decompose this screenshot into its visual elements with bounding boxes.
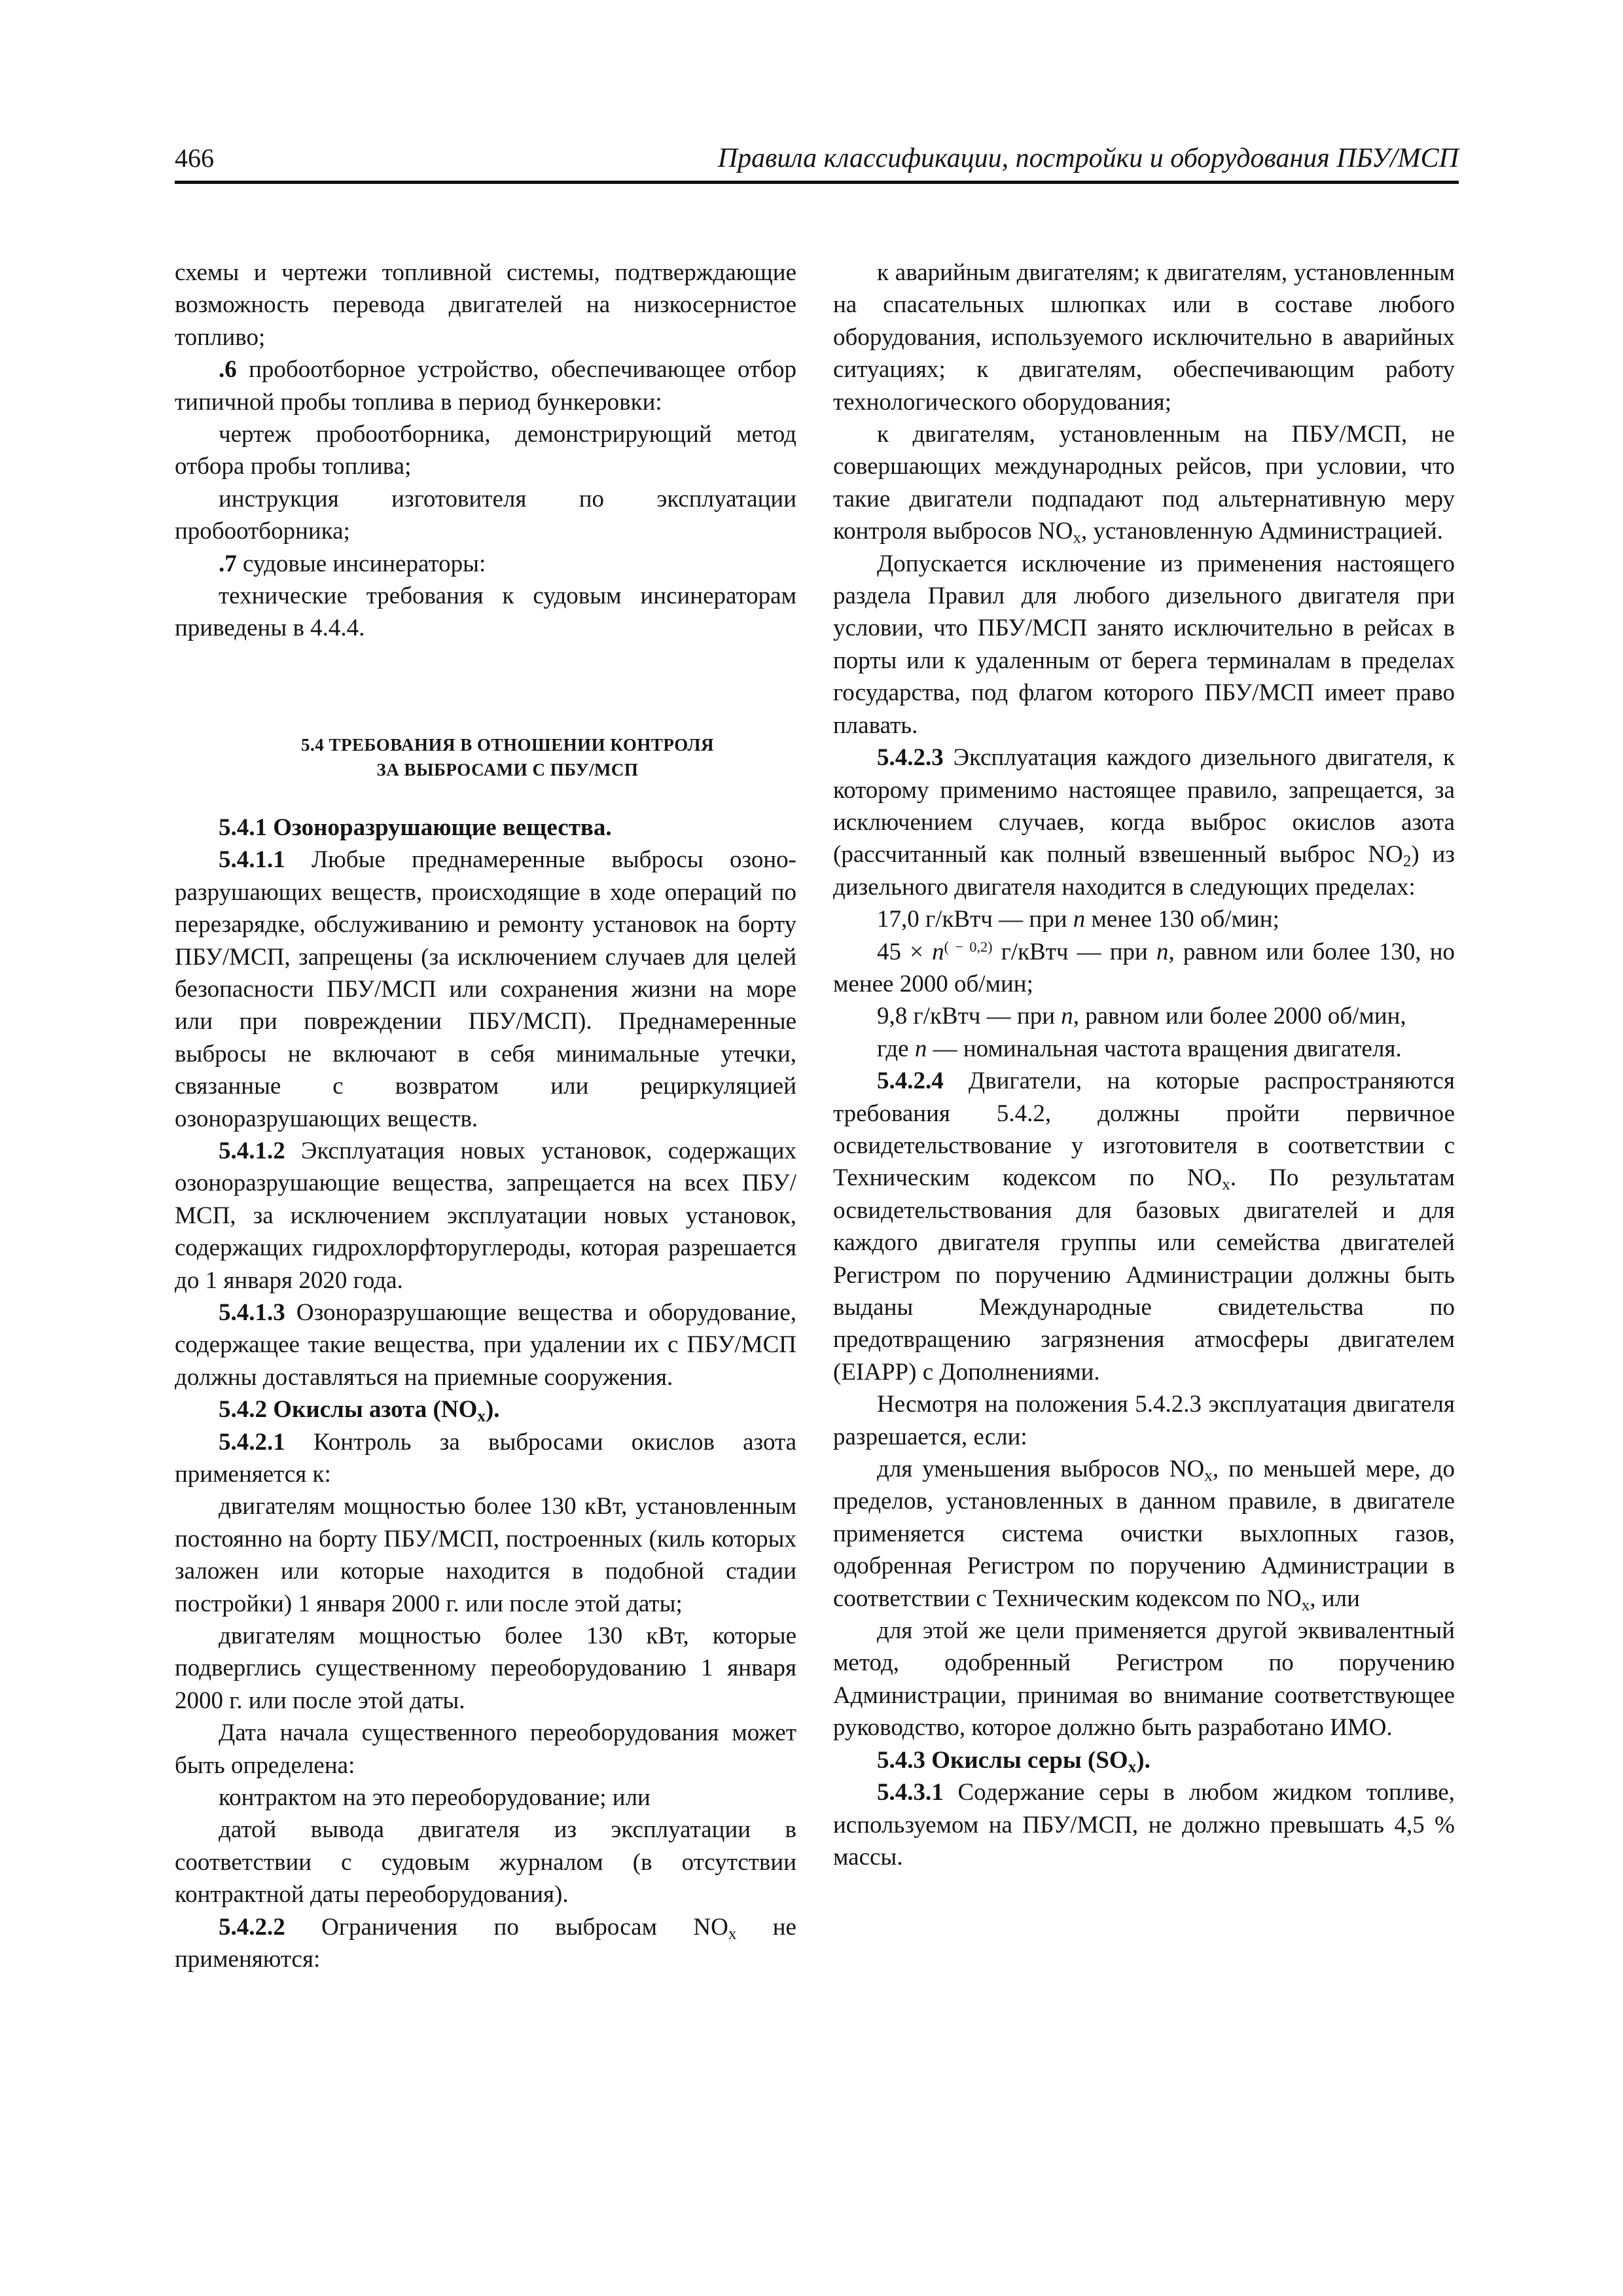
limit-line	[833, 936, 1455, 1001]
section-title-line-1: 5.4 ТРЕБОВАНИЯ В ОТНОШЕНИИ КОНТРОЛЯ	[301, 734, 714, 755]
heading-text: ).	[485, 1396, 500, 1424]
subscript: x	[477, 1407, 486, 1426]
paragraph-text: для уменьшения выбросов NO	[877, 1456, 1205, 1483]
clause-number: 5.4.3.1	[877, 1779, 944, 1806]
clause-number: 5.4.2.2	[219, 1913, 285, 1941]
right-column	[833, 257, 1455, 1873]
paragraph-text: Эксплуатация новых установок, содержащих озоноразрушающие вещества, запрещается на всех ПБУ/МСП, за исключением эксплуатации новых установок, содержащих гидрохлорфторуглероды, которая разрешается до 1 января 2020 года.	[175, 1137, 796, 1294]
paragraph: двигателям мощностью более 130 кВт, которые подверглись существенному переоборудованию 1 января 2000 г. или после этой даты.	[175, 1623, 796, 1714]
paragraph: Несмотря на положения 5.4.2.3 эксплуатация двигателя разрешается, если:	[833, 1391, 1455, 1450]
paragraph-text: Двигатели, на которые распространяются требования 5.4.2, должны пройти первичное освидетельствование у изготовителя в соответствии с Техническим кодексом по NO	[833, 1067, 1455, 1192]
subscript: x	[728, 1924, 737, 1943]
paragraph: Дата начала существенного переоборудования может быть определена:	[175, 1719, 796, 1779]
running-title: Правила классификации, постройки и оборудования ПБУ/МСП	[717, 143, 1459, 173]
paragraph-text: к двигателям, установленным на ПБУ/МСП, не совершающих международных рейсов, при условии, что такие двигатели подпадают под альтернативную меру контроля выбросов NO	[833, 421, 1455, 545]
clause-number: 5.4.1.2	[219, 1137, 285, 1164]
left-column	[175, 257, 796, 1976]
subsection-heading	[833, 1744, 1455, 1776]
definition-text: где	[877, 1035, 915, 1062]
paragraph: для этой же цели применяется другой эквивалентный метод, одобренный Регистром по поручению Администрации, принимая во внимание соответствующее руководство, которое должно быть разработано ИМО.	[833, 1617, 1455, 1742]
paragraph	[175, 1911, 796, 1976]
subscript: x	[1073, 529, 1082, 547]
paragraph: инструкция изготовителя по эксплуатации пробоотборника;	[175, 485, 796, 545]
subscript: 2	[1402, 852, 1412, 870]
subscript: x	[1222, 1175, 1230, 1194]
paragraph	[833, 418, 1455, 548]
subscript: x	[1204, 1467, 1213, 1485]
limit-text: г/кВтч — при	[992, 938, 1156, 965]
limit-text: 45 ×	[877, 938, 933, 965]
paragraph-text: Эксплуатация каждого дизельного двигателя, к которому применимо настоящее правило, запрещается, за исключением случаев, когда выброс окислов азота (рассчитанный как полный взвешенный выброс NO	[833, 744, 1455, 869]
limit-text: 17,0 г/кВтч — при	[877, 906, 1073, 933]
variable: n	[914, 1035, 927, 1062]
paragraph-text: Содержание серы в любом жидком топливе, используемом на ПБУ/МСП, не должно превышать 4,5 % массы.	[833, 1779, 1455, 1871]
paragraph-text: Контроль за выбросами окислов азота применяется к:	[175, 1428, 796, 1488]
paragraph: контрактом на это переоборудование; или	[219, 1784, 651, 1812]
paragraph: Допускается исключение из применения настоящего раздела Правил для любого дизельного двигателя при условии, что ПБУ/МСП занято исключительно в рейсах в порты или к удаленным от берега терминалам в пределах государства, под флагом которого ПБУ/МСП имеет право плавать.	[833, 550, 1455, 739]
limit-text: , равном или более 130, но менее 2000 об/мин;	[833, 938, 1455, 997]
paragraph: чертеж пробоотборника, демонстрирующий метод отбора пробы топлива;	[175, 421, 796, 480]
limit-text: , равном или более 2000 об/мин,	[1073, 1003, 1406, 1030]
paragraph	[833, 1776, 1455, 1873]
paragraph	[175, 1426, 796, 1491]
variable: n	[1156, 938, 1169, 965]
paragraph-text: . По результатам освидетельствования для базовых двигателей и для каждого двигателя группы или семейства двигателей Регистром по поручению Администрации должны быть выданы Международные свидетельства по предотвращению загрязнения атмосферы двигателем (EIAPP) с Дополнениями.	[833, 1164, 1455, 1386]
paragraph-text: Озоноразрушающие вещества и оборудование, содержащее такие вещества, при удалении их с ПБУ/МСП должны доставляться на приемные сооружения.	[175, 1299, 796, 1391]
paragraph-text: не применяются:	[175, 1913, 796, 1973]
item-number: .7	[219, 550, 237, 577]
subsection-heading: 5.4.1 Озоноразрушающие вещества.	[219, 814, 612, 841]
clause-number: 5.4.1.1	[219, 846, 285, 874]
subscript: x	[1301, 1596, 1310, 1614]
paragraph-text: пробоотборное устройство, обеспечивающее отбор типичной пробы топлива в период бункеровки:	[175, 356, 796, 416]
paragraph: схемы и чертежи топливной системы, подтверждающие возможность перевода двигателей на низкосернистое топливо;	[175, 259, 796, 351]
limit-line	[833, 1000, 1455, 1032]
subsection-heading	[175, 1393, 796, 1426]
paragraph-text: Любые преднамеренные выбросы озоноразрушающих веществ, происходящие в ходе операций по перезарядке, обслуживанию и ремонту установок на борту ПБУ/МСП, запрещены (за исключением случаев для целей безопасности ПБУ/МСП или сохранения жизни на море или при повреждении ПБУ/МСП). Преднамеренные выбросы не включают в себя минимальные утечки, связанные с возвратом или рециркуляцией озоноразрушающих веществ.	[175, 846, 796, 1132]
paragraph	[833, 1065, 1455, 1388]
section-title-line-2: ЗА ВЫБРОСАМИ С ПБУ/МСП	[376, 759, 639, 780]
definition-text: — номинальная частота вращения двигателя.	[927, 1035, 1402, 1062]
limit-text: менее 130 об/мин;	[1085, 906, 1279, 933]
paragraph-text: , установленную Администрацией.	[1081, 518, 1444, 545]
page-number: 466	[175, 143, 214, 173]
limit-line	[833, 903, 1455, 935]
paragraph: датой вывода двигателя из эксплуатации в соответствии с судовым журналом (в отсутствии контрактной даты переоборудования).	[175, 1816, 796, 1909]
definition-line	[833, 1033, 1455, 1065]
paragraph-text: Ограничения по выбросам NO	[285, 1913, 728, 1941]
paragraph	[175, 548, 796, 580]
item-number: .6	[219, 356, 237, 384]
variable: n	[1061, 1003, 1073, 1030]
paragraph	[175, 844, 796, 1135]
paragraph: к аварийным двигателям; к двигателям, установленным на спасательных шлюпках или в составе любого оборудования, используемого исключительно в аварийных ситуациях; к двигателям, обеспечивающим работу технологического оборудования;	[833, 259, 1455, 416]
clause-number: 5.4.2.4	[877, 1067, 944, 1095]
paragraph-text: судовые инсинераторы:	[236, 550, 486, 577]
limit-text: 9,8 г/кВтч — при	[877, 1003, 1061, 1030]
paragraph: двигателям мощностью более 130 кВт, установленным постоянно на борту ПБУ/МСП, построенных (киль которых заложен или которые находится в подобной стадии постройки) 1 января 2000 г. или после этой даты;	[175, 1493, 796, 1617]
paragraph-text: , или	[1310, 1585, 1360, 1612]
paragraph-text: ) из дизельного двигателя находится в следующих пределах:	[833, 841, 1455, 901]
paragraph	[175, 1297, 796, 1393]
heading-text: ).	[1136, 1746, 1150, 1774]
clause-number: 5.4.2.3	[877, 744, 944, 772]
paragraph	[175, 353, 796, 418]
subscript: x	[1128, 1757, 1137, 1776]
paragraph	[833, 742, 1455, 903]
variable: n	[1073, 906, 1086, 933]
variable: n	[932, 938, 944, 965]
heading-text: 5.4.2 Окислы азота (NO	[219, 1396, 478, 1424]
clause-number: 5.4.2.1	[219, 1428, 285, 1456]
clause-number: 5.4.1.3	[219, 1299, 285, 1326]
paragraph	[833, 1453, 1455, 1615]
page-header	[175, 139, 1459, 184]
paragraph: технические требования к судовым инсинераторам приведены в 4.4.4.	[175, 583, 796, 642]
paragraph-text: , по меньшей мере, до пределов, установленных в данном правиле, в двигателе применяется система очистки выхлопных газов, одобренная Регистром по поручению Администрации в соответствии с Техническим кодексом по NO	[833, 1456, 1455, 1612]
paragraph	[175, 1135, 796, 1297]
heading-text: 5.4.3 Окислы серы (SO	[877, 1746, 1128, 1774]
exponent: ( − 0,2)	[944, 938, 993, 955]
